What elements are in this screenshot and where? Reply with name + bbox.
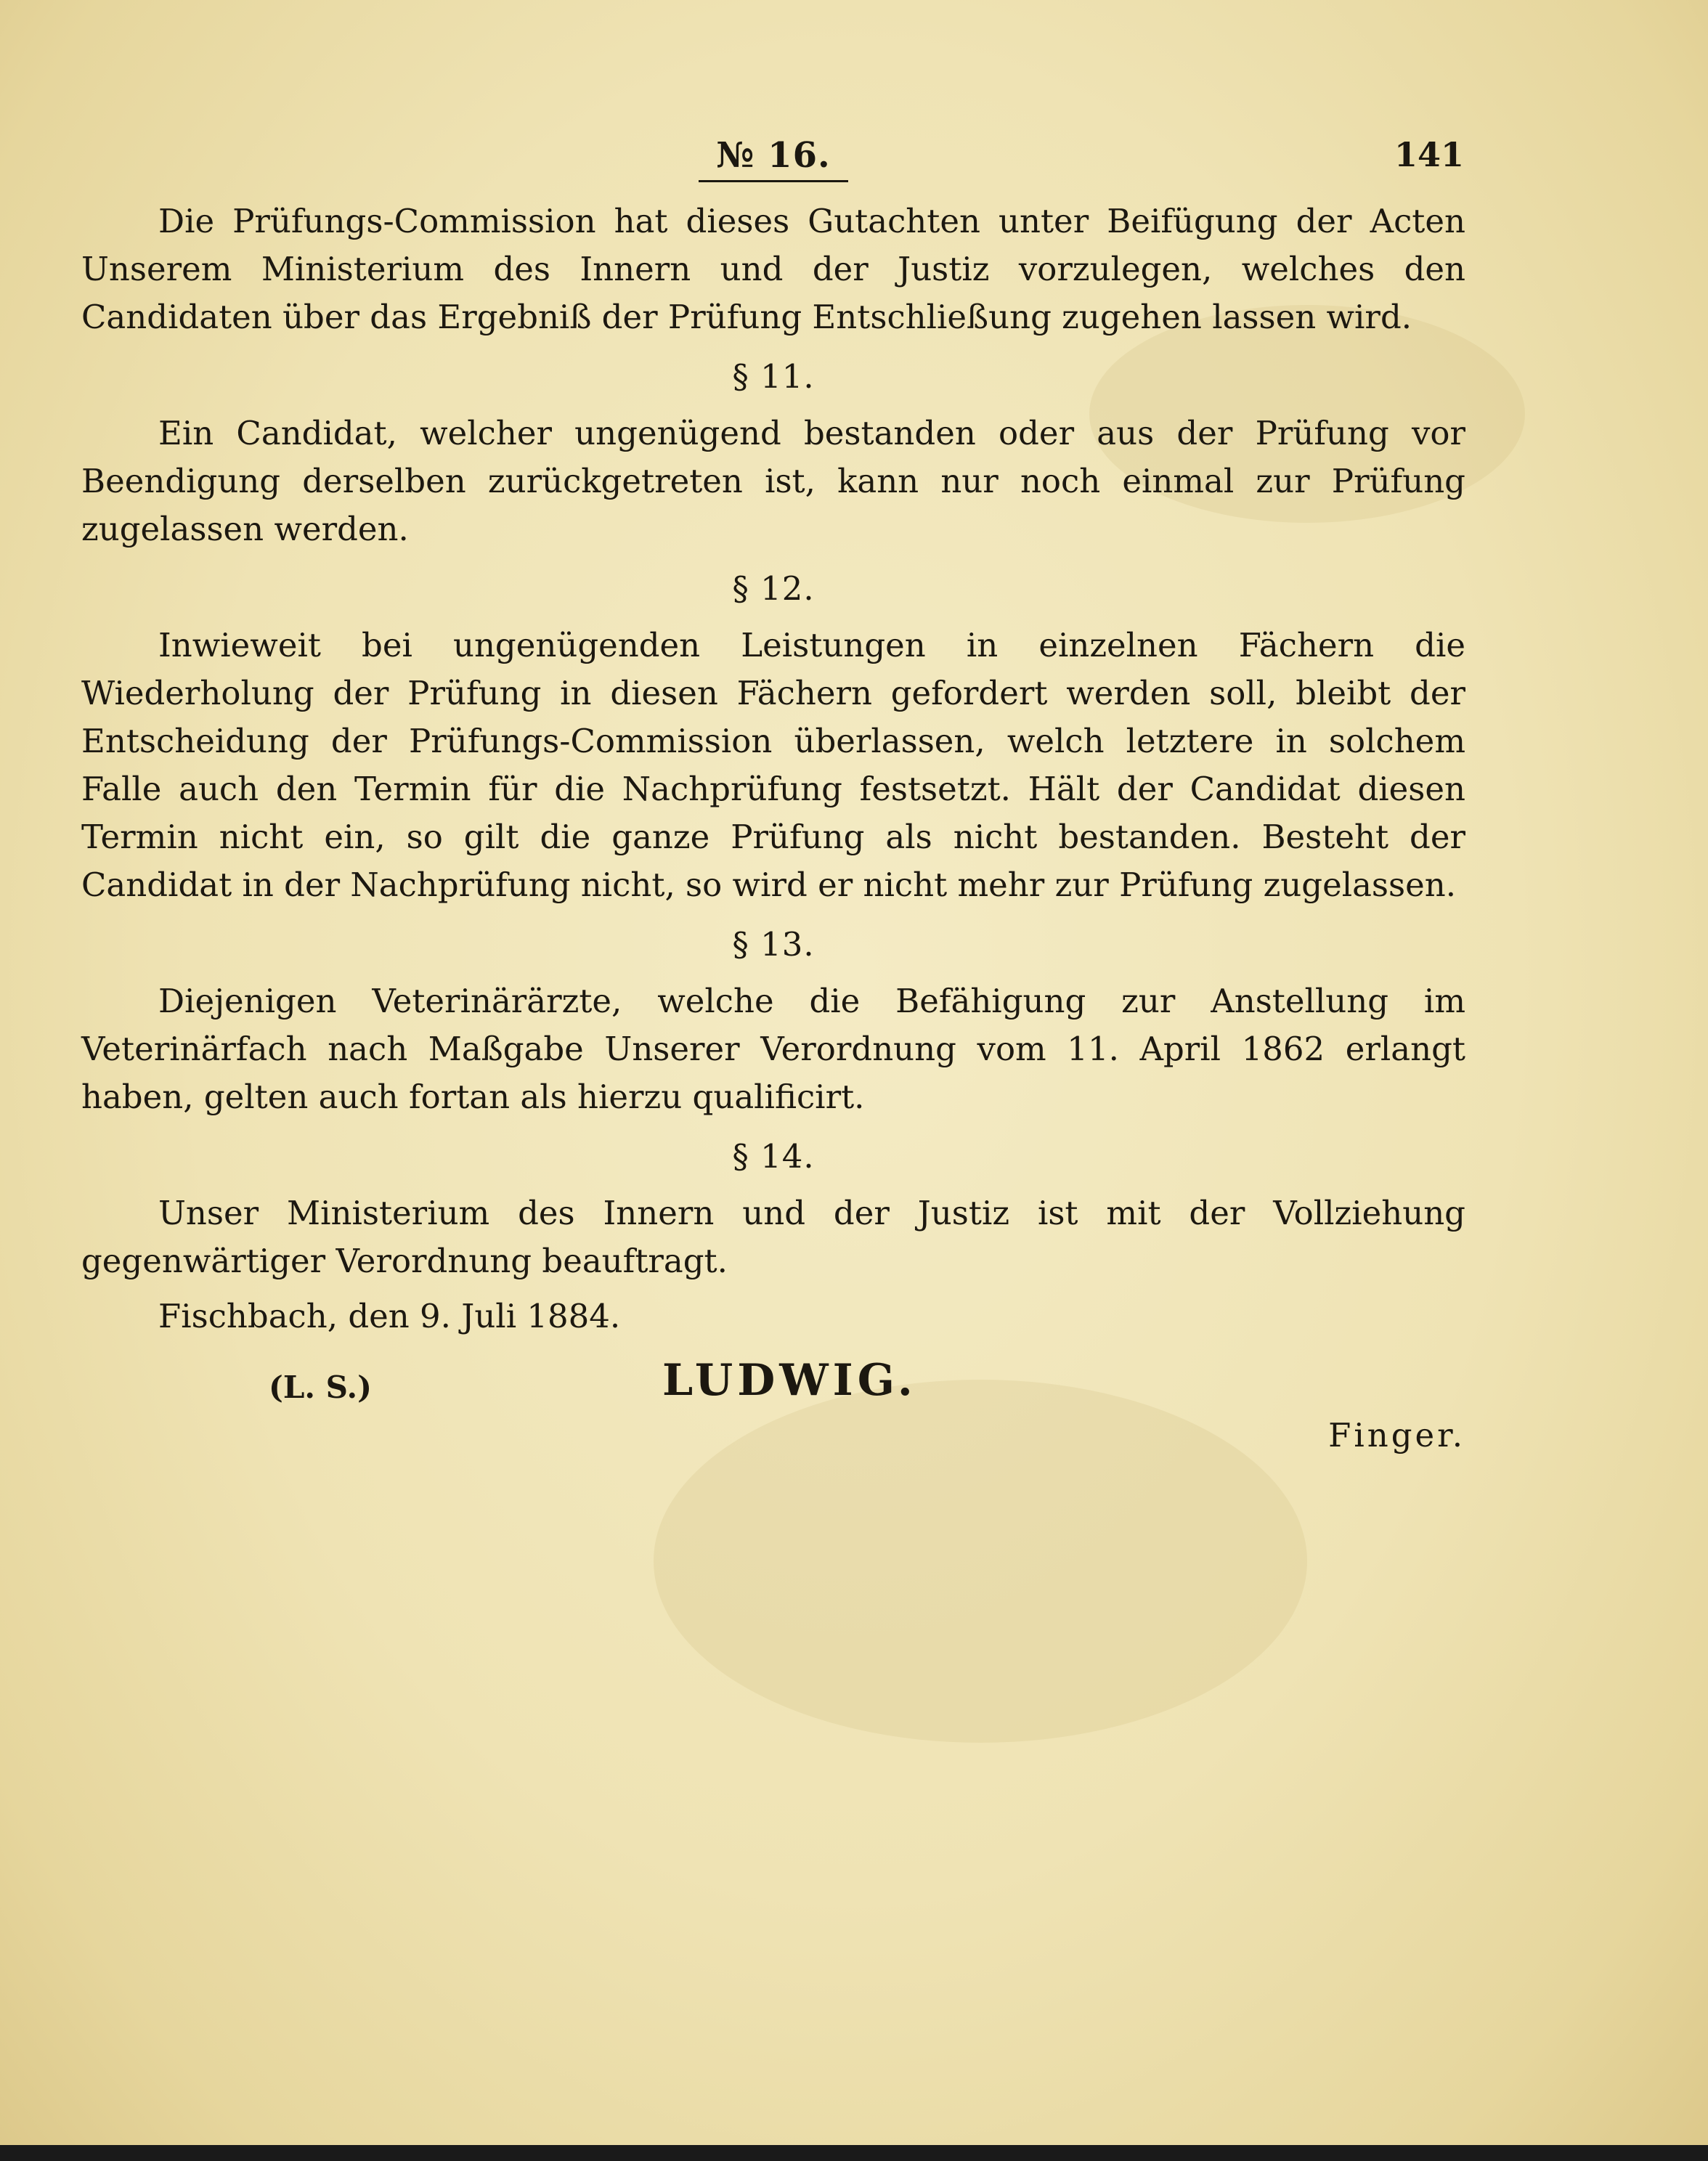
place-date: Fischbach, den 9. Juli 1884. <box>158 1297 621 1335</box>
seal-mark: (L. S.) <box>269 1370 372 1405</box>
section-text-11: Ein Candidat, welcher ungenügend bestanden oder aus der Prüfung vor Beendigung derselben zurückgetreten ist, kann nur noch einmal zur Prüfung zugelassen werden. <box>81 414 1465 548</box>
page-number: 141 <box>1394 135 1464 174</box>
signature-block <box>81 1355 1465 1484</box>
section-heading-13: § 13. <box>732 925 815 964</box>
issue-number: № 16. <box>716 135 831 176</box>
section-text-12: Inwieweit bei ungenügenden Leistungen in einzelnen Fächern die Wiederholung der Prüfung in diesen Fächern gefordert werden soll, bleibt der Entscheidung der Prüfungs-Commission überlassen, welch letztere in solchem Falle auch den Termin für die Nachprüfung festsetzt. Hält der Candidat diesen Termin nicht ein, so gilt die ganze Prüfung als nicht bestanden. Besteht der Candidat in der Nachprüfung nicht, so wird er nicht mehr zur Prüfung zugelassen. <box>81 626 1465 904</box>
section-text-14: Unser Ministerium des Innern und der Justiz ist mit der Vollziehung gegenwärtiger Verordnung beauftragt. <box>81 1194 1465 1280</box>
page-header <box>0 135 1708 186</box>
monarch-signature: LUDWIG. <box>662 1355 917 1406</box>
section-text-13: Diejenigen Veterinärärzte, welche die Befähigung zur Anstellung im Veterinärfach nach Maßgabe Unserer Verordnung vom 11. April 1862 erlangt haben, gelten auch fortan als hierzu qualificirt. <box>81 982 1465 1116</box>
document-body <box>81 198 1465 1484</box>
minister-signature: Finger. <box>1328 1416 1465 1454</box>
intro-paragraph: Die Prüfungs-Commission hat dieses Gutachten unter Beifügung der Acten Unserem Ministerium des Innern und der Justiz vorzulegen, welches den Candidaten über das Ergebniß der Prüfung Entschließung zugehen lassen wird. <box>81 202 1465 336</box>
issue-underline <box>699 180 848 182</box>
section-heading-14: § 14. <box>732 1137 815 1176</box>
scan-bottom-edge <box>0 2145 1708 2161</box>
section-heading-11: § 11. <box>732 357 815 396</box>
section-heading-12: § 12. <box>732 569 815 608</box>
